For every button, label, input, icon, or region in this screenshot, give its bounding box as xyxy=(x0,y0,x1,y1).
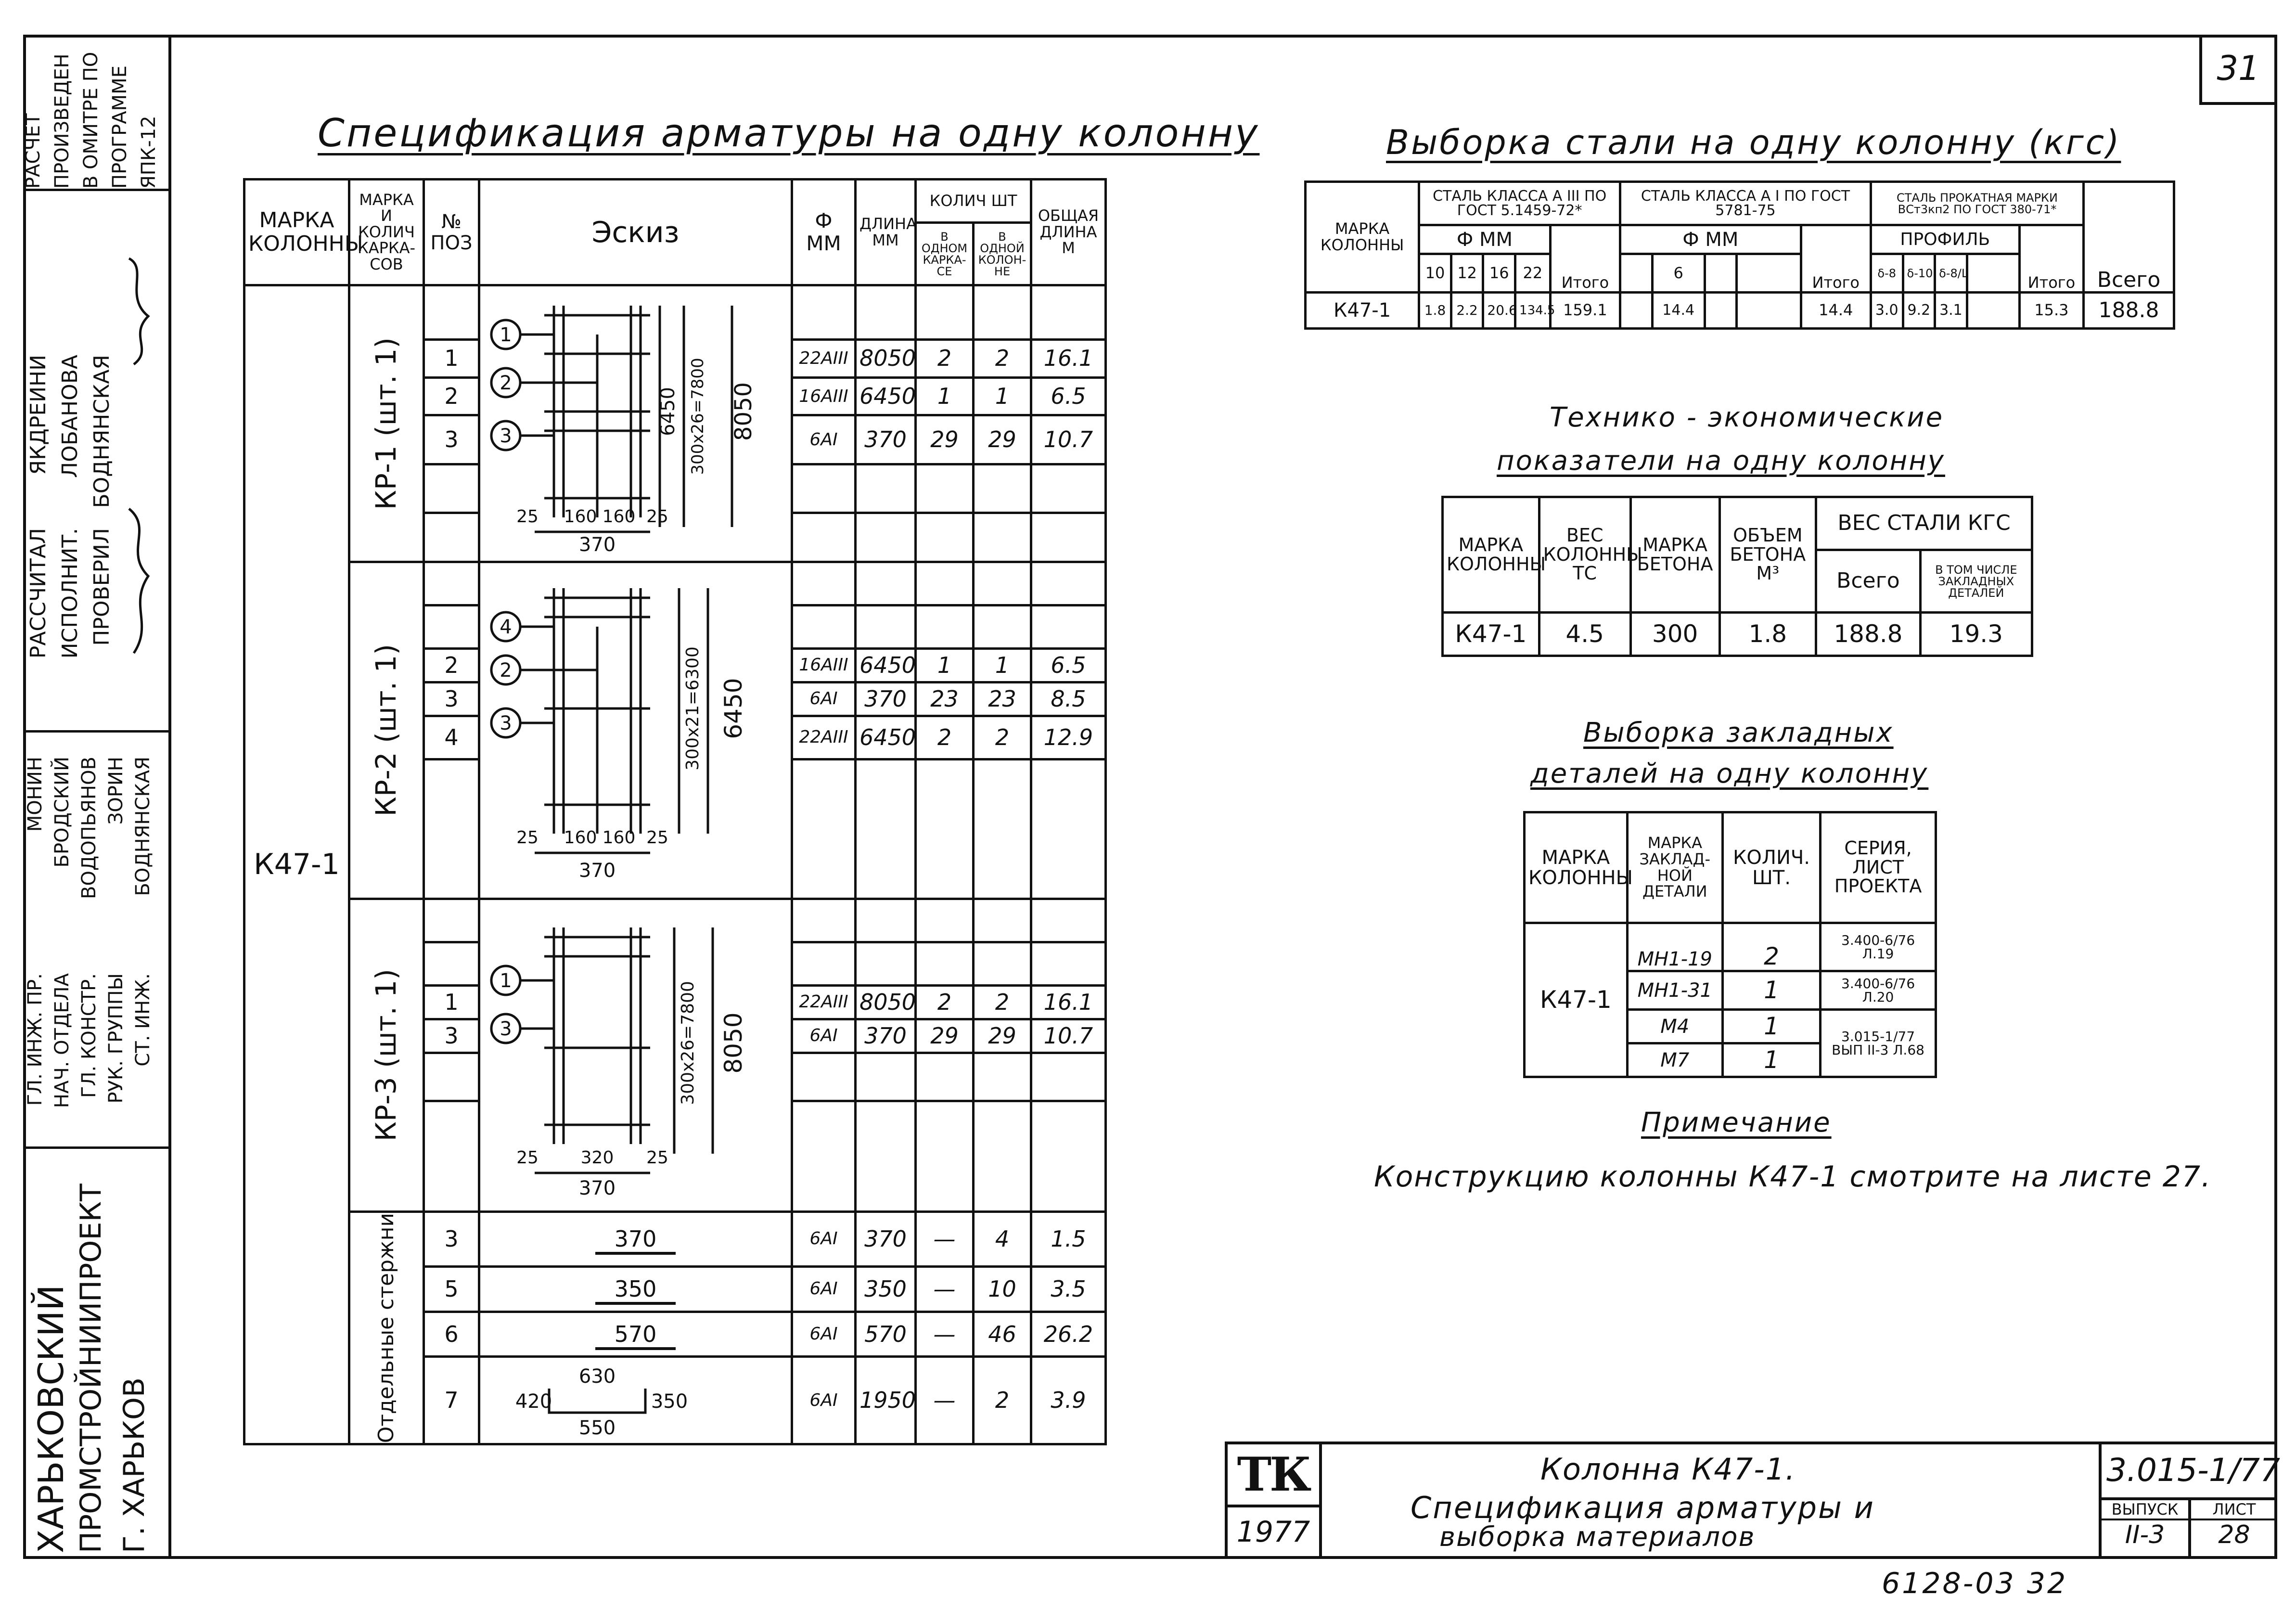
org-line: Г. ХАРЬКОВ xyxy=(117,1377,151,1553)
steel-a1-value xyxy=(1705,293,1737,329)
signature-block-bottom xyxy=(23,733,168,1149)
bent-bar-left: 420 xyxy=(515,1390,552,1413)
dim-b1: 25 xyxy=(516,507,539,527)
steel-diam-a1 xyxy=(1705,254,1737,293)
group-name-cell xyxy=(349,285,424,562)
length-cell: 570 xyxy=(856,1312,916,1357)
pos-cell: 1 xyxy=(424,339,479,377)
diam-cell: 22АIII xyxy=(792,716,856,759)
steel-h-itogo-a3: Итого xyxy=(1550,225,1620,293)
sheet-title-line3: выборка материалов xyxy=(1439,1521,1756,1553)
year: 1977 xyxy=(1236,1515,1310,1549)
bar-sketch-cell xyxy=(479,1266,792,1312)
tech-mark: К47-1 xyxy=(1443,613,1539,656)
calc-note-line: РАСЧЕТ xyxy=(22,113,44,189)
pos-cell: 3 xyxy=(424,1019,479,1053)
qty-col-cell: 46 xyxy=(974,1312,1031,1357)
tech-title-line1: Технико - экономические xyxy=(1550,402,1944,433)
total-cell: 10.7 xyxy=(1031,415,1106,464)
pos-marker-2: 2 xyxy=(499,659,512,682)
qty-frame-cell: 2 xyxy=(916,716,974,759)
steel-a3-value: 134.5 xyxy=(1515,293,1551,329)
group-name-cell xyxy=(349,562,424,899)
header-column-mark: МАРКА КОЛОННЫ xyxy=(244,180,349,285)
frame-sketch-kr2 xyxy=(482,564,790,891)
dim-b1: 25 xyxy=(516,1148,539,1168)
steel-a3-value: 1.8 xyxy=(1419,293,1451,329)
bar-sketch-label: 350 xyxy=(595,1276,676,1305)
page-number: 31 xyxy=(2217,49,2260,88)
dim-b2: 160 xyxy=(564,828,597,848)
steel-prof-col: δ-8/L xyxy=(1935,254,1967,293)
length-cell: 370 xyxy=(856,682,916,716)
tech-table xyxy=(1441,496,2033,657)
total-cell: 12.9 xyxy=(1031,716,1106,759)
qty-col-cell: 29 xyxy=(974,415,1031,464)
steel-h-itogo-a1: Итого xyxy=(1801,225,1871,293)
steel-prof-col: δ-8 xyxy=(1871,254,1903,293)
tech-h-mark: МАРКА КОЛОННЫ xyxy=(1443,497,1539,613)
steel-h-a1: СТАЛЬ КЛАССА А I ПО ГОСТ 5781-75 xyxy=(1620,182,1871,225)
diam-cell: 6АI xyxy=(792,682,856,716)
steel-a1-value xyxy=(1620,293,1653,329)
total-cell: 26.2 xyxy=(1031,1312,1106,1357)
dim-8050: 8050 xyxy=(719,1012,747,1074)
dim-b4: 25 xyxy=(646,507,668,527)
frame-sketch-kr1 xyxy=(482,286,790,556)
issue-cell xyxy=(2102,1500,2191,1559)
series-number: 3.015-1/77 xyxy=(2106,1452,2280,1489)
steel-h-total: Всего xyxy=(2084,182,2174,293)
dim-width: 370 xyxy=(578,1177,616,1200)
signature-scribbles xyxy=(119,239,163,672)
calc-note-line: ПРОГРАММЕ xyxy=(109,65,131,189)
sketch-cell xyxy=(479,562,792,899)
qty-col-cell: 2 xyxy=(974,716,1031,759)
steel-a3-total: 159.1 xyxy=(1550,293,1620,329)
length-cell: 8050 xyxy=(856,985,916,1019)
dim-b2: 160 xyxy=(564,507,597,527)
embedded-table xyxy=(1523,811,1937,1078)
position-label: НАЧ. ОТДЕЛА xyxy=(51,973,73,1108)
dim-b3: 160 xyxy=(602,828,635,848)
column-mark-cell: К47-1 xyxy=(244,285,349,1444)
tech-all: 188.8 xyxy=(1816,613,1920,656)
page-number-box xyxy=(2199,35,2274,105)
group-name: КР-2 (шт. 1) xyxy=(370,644,403,817)
year-box xyxy=(1228,1507,1322,1556)
qty-col-cell: 2 xyxy=(974,1357,1031,1444)
role-name: ЛОБАНОВА xyxy=(58,355,82,478)
note-text: Конструкцию колонны К47-1 смотрите на листе 27. xyxy=(1374,1160,2212,1194)
dim-b3: 160 xyxy=(602,507,635,527)
total-cell: 10.7 xyxy=(1031,1019,1106,1053)
total-cell: 16.1 xyxy=(1031,985,1106,1019)
steel-h-prof: СТАЛЬ ПРОКАТНАЯ МАРКИ ВСт3кп2 ПО ГОСТ 380-71* xyxy=(1871,182,2083,225)
diam-cell: 22АIII xyxy=(792,985,856,1019)
steel-row-mark: К47-1 xyxy=(1306,293,1419,329)
dim-6450: 6450 xyxy=(656,387,679,436)
steel-diam-a1 xyxy=(1737,254,1801,293)
diam-cell: 6АI xyxy=(792,1312,856,1357)
calc-note-line: ПРОИЗВЕДЕН xyxy=(51,53,73,189)
logo-box xyxy=(1228,1444,1322,1507)
dim-b4: 25 xyxy=(646,828,668,848)
issue-label: ВЫПУСК xyxy=(2102,1500,2188,1520)
dim-step: 300х26=7800 xyxy=(678,981,698,1106)
header-qty: КОЛИЧ ШТ xyxy=(916,180,1031,223)
qty-frame-cell: — xyxy=(916,1357,974,1444)
qty-col-cell: 4 xyxy=(974,1211,1031,1266)
calc-note-line: В ОМИТРЕ ПО xyxy=(80,51,102,189)
role-name: БОДНЯНСКАЯ xyxy=(90,355,114,508)
qty-col-cell: 1 xyxy=(974,648,1031,682)
header-pos: № ПОЗ xyxy=(424,180,479,285)
pos-cell: 7 xyxy=(424,1357,479,1444)
steel-diam-a1: 6 xyxy=(1652,254,1705,293)
diam-cell: 6АI xyxy=(792,1211,856,1266)
header-total: ОБЩАЯ ДЛИНА М xyxy=(1031,180,1106,285)
role-name: ЯКДРЕИНИ xyxy=(26,355,51,475)
qty-frame-cell: 29 xyxy=(916,415,974,464)
steel-a3-value: 20.6 xyxy=(1483,293,1515,329)
steel-prof-col: δ-10 xyxy=(1903,254,1935,293)
steel-prof-value xyxy=(1967,293,2019,329)
position-name: МОНИН xyxy=(24,757,46,832)
qty-frame-cell: — xyxy=(916,1211,974,1266)
tech-volume: 1.8 xyxy=(1719,613,1816,656)
header-frame-mark: МАРКА И КОЛИЧ КАРКА-СОВ xyxy=(349,180,424,285)
dim-width: 370 xyxy=(578,860,616,882)
steel-diam-a1 xyxy=(1620,254,1653,293)
steel-prof-value: 3.0 xyxy=(1871,293,1903,329)
title-block xyxy=(1225,1442,2280,1556)
diam-cell: 6АI xyxy=(792,1019,856,1053)
group-name: КР-1 (шт. 1) xyxy=(370,337,403,510)
calc-note-line: ЯПК-12 xyxy=(138,116,160,189)
bent-bar-right: 350 xyxy=(651,1390,688,1413)
tech-h-embed: В ТОМ ЧИСЛЕ ЗАКЛАДНЫХ ДЕТАЛЕЙ xyxy=(1920,550,2032,613)
steel-prof-value: 3.1 xyxy=(1935,293,1967,329)
pos-marker-1: 1 xyxy=(499,324,512,346)
pos-marker-3: 3 xyxy=(499,425,512,447)
embed-qty: 1 xyxy=(1722,971,1820,1010)
position-label: РУК. ГРУППЫ xyxy=(105,973,127,1104)
group-name: КР-3 (шт. 1) xyxy=(370,968,403,1142)
qty-frame-cell: 23 xyxy=(916,682,974,716)
issue-value: II-3 xyxy=(2125,1520,2165,1549)
note-title: Примечание xyxy=(1641,1107,1832,1138)
pos-marker-4: 4 xyxy=(499,616,512,639)
sheet-title-line1: Колонна К47-1. xyxy=(1540,1452,1796,1487)
diam-cell: 16АIII xyxy=(792,648,856,682)
diam-cell: 6АI xyxy=(792,1266,856,1312)
bent-bar-bottom: 550 xyxy=(578,1416,616,1439)
bar-sketch-cell xyxy=(479,1211,792,1266)
pos-cell: 6 xyxy=(424,1312,479,1357)
tech-embed: 19.3 xyxy=(1920,613,2032,656)
embed-qty: 1 xyxy=(1722,1010,1820,1043)
pos-marker-1: 1 xyxy=(499,970,512,992)
qty-frame-cell: — xyxy=(916,1266,974,1312)
embed-series: 3.015-1/77 ВЫП II-3 Л.68 xyxy=(1821,1010,1936,1077)
bent-bar-cell xyxy=(479,1357,792,1444)
total-cell: 3.5 xyxy=(1031,1266,1106,1312)
steel-diam-a3: 12 xyxy=(1451,254,1483,293)
steel-title: Выборка стали на одну колонну (кгс) xyxy=(1386,123,2121,162)
tech-h-volume: ОБЪЕМ БЕТОНА М³ xyxy=(1719,497,1816,613)
header-diam: Ф ММ xyxy=(792,180,856,285)
dim-8050: 8050 xyxy=(730,382,757,441)
dim-b4: 25 xyxy=(646,1148,668,1168)
steel-table xyxy=(1304,180,2175,330)
group-name: Отдельные стержни xyxy=(373,1212,398,1443)
position-name: ВОДОПЬЯНОВ xyxy=(78,757,100,899)
calc-note-box xyxy=(23,35,168,191)
length-cell: 6450 xyxy=(856,377,916,415)
qty-frame-cell: 2 xyxy=(916,985,974,1019)
bar-sketch-label: 370 xyxy=(595,1226,676,1255)
steel-h-mark: МАРКА КОЛОННЫ xyxy=(1306,182,1419,293)
qty-col-cell: 1 xyxy=(974,377,1031,415)
embed-part: М7 xyxy=(1627,1043,1722,1077)
left-strip xyxy=(23,35,168,1553)
pos-marker-3: 3 xyxy=(499,712,512,735)
frame-sketch-kr3 xyxy=(482,903,790,1202)
diam-cell: 16АIII xyxy=(792,377,856,415)
issue-sheet-box xyxy=(2102,1497,2277,1559)
pos-cell: 3 xyxy=(424,415,479,464)
embed-title-line1: Выборка закладных xyxy=(1583,717,1894,748)
dim-step: 300х26=7800 xyxy=(688,358,707,475)
pos-marker-2: 2 xyxy=(499,372,512,394)
embed-col-mark: К47-1 xyxy=(1525,923,1628,1077)
dim-width: 370 xyxy=(578,534,616,556)
steel-diam-a3: 22 xyxy=(1515,254,1551,293)
stamp-number: 6128-03 32 xyxy=(1882,1567,2068,1600)
embed-title-line2: деталей на одну колонну xyxy=(1530,758,1929,789)
qty-col-cell: 29 xyxy=(974,1019,1031,1053)
bent-bar-top: 630 xyxy=(578,1365,616,1388)
embed-h-part: МАРКА ЗАКЛАД-НОЙ ДЕТАЛИ xyxy=(1627,812,1722,923)
steel-h-itogo-prof: Итого xyxy=(2019,225,2083,293)
qty-frame-cell: — xyxy=(916,1312,974,1357)
embed-part: М4 xyxy=(1627,1010,1722,1043)
pos-marker-3: 3 xyxy=(499,1018,512,1041)
embed-part: МН1-31 xyxy=(1627,971,1722,1010)
length-cell: 6450 xyxy=(856,648,916,682)
dim-b2: 320 xyxy=(580,1148,614,1168)
steel-row-total: 188.8 xyxy=(2084,293,2174,329)
total-cell: 6.5 xyxy=(1031,377,1106,415)
length-cell: 370 xyxy=(856,1019,916,1053)
embed-h-qty: КОЛИЧ. ШТ. xyxy=(1722,812,1820,923)
header-qty-frame: В ОДНОМ КАРКА-СЕ xyxy=(916,223,974,285)
qty-col-cell: 23 xyxy=(974,682,1031,716)
steel-h-profile: ПРОФИЛЬ xyxy=(1871,225,2019,254)
embed-part: МН1-19 xyxy=(1627,923,1722,971)
dim-b1: 25 xyxy=(516,828,539,848)
embed-qty: 2 xyxy=(1722,923,1820,971)
dim-step: 300х21=6300 xyxy=(682,646,703,771)
role-label: ПРОВЕРИЛ xyxy=(90,528,114,646)
total-cell: 16.1 xyxy=(1031,339,1106,377)
tech-h-all: Всего xyxy=(1816,550,1920,613)
qty-col-cell: 10 xyxy=(974,1266,1031,1312)
position-name: БОДНЯНСКАЯ xyxy=(132,757,154,896)
steel-diam-a3: 10 xyxy=(1419,254,1451,293)
series-box xyxy=(2099,1444,2280,1556)
left-strip-divider xyxy=(168,35,171,1556)
spec-title: Спецификация арматуры на одну колонну xyxy=(318,111,1260,155)
embed-qty: 1 xyxy=(1722,1043,1820,1077)
embed-series: 3.400-6/76 Л.20 xyxy=(1821,971,1936,1010)
sketch-cell xyxy=(479,285,792,562)
sheet-label: ЛИСТ xyxy=(2191,1500,2277,1520)
org-line: ХАРЬКОВСКИЙ xyxy=(31,1285,71,1553)
bar-sketch-label: 570 xyxy=(595,1321,676,1350)
pos-cell: 3 xyxy=(424,1211,479,1266)
total-cell: 6.5 xyxy=(1031,648,1106,682)
diam-cell: 6АI xyxy=(792,1357,856,1444)
group-name-cell xyxy=(349,899,424,1211)
qty-frame-cell: 2 xyxy=(916,339,974,377)
steel-a3-value: 2.2 xyxy=(1451,293,1483,329)
steel-prof-total: 15.3 xyxy=(2019,293,2083,329)
position-label: ГЛ. КОНСТР. xyxy=(78,973,100,1098)
diam-cell: 22АIII xyxy=(792,339,856,377)
tech-title-line2: показатели на одну колонну xyxy=(1497,445,1945,476)
pos-cell: 2 xyxy=(424,377,479,415)
steel-prof-value: 9.2 xyxy=(1903,293,1935,329)
length-cell: 370 xyxy=(856,415,916,464)
diam-cell: 6АI xyxy=(792,415,856,464)
tech-concrete: 300 xyxy=(1630,613,1719,656)
qty-col-cell: 2 xyxy=(974,985,1031,1019)
bar-sketch-cell xyxy=(479,1312,792,1357)
tech-h-steel: ВЕС СТАЛИ КГС xyxy=(1816,497,2032,550)
total-cell: 3.9 xyxy=(1031,1357,1106,1444)
pos-cell: 3 xyxy=(424,682,479,716)
qty-frame-cell: 1 xyxy=(916,648,974,682)
total-cell: 1.5 xyxy=(1031,1211,1106,1266)
length-cell: 6450 xyxy=(856,716,916,759)
org-line: ПРОМСТРОЙНИИПРОЕКТ xyxy=(74,1184,108,1553)
sketch-cell xyxy=(479,899,792,1211)
steel-prof-col xyxy=(1967,254,2019,293)
steel-h-fmm-a1: Ф ММ xyxy=(1620,225,1801,254)
total-cell: 8.5 xyxy=(1031,682,1106,716)
sheet-cell xyxy=(2191,1500,2277,1559)
length-cell: 1950 xyxy=(856,1357,916,1444)
pos-cell: 5 xyxy=(424,1266,479,1312)
qty-col-cell: 2 xyxy=(974,339,1031,377)
header-qty-col: В ОДНОЙ КОЛОН-НЕ xyxy=(974,223,1031,285)
header-length: ДЛИНА ММ xyxy=(856,180,916,285)
steel-diam-a3: 16 xyxy=(1483,254,1515,293)
steel-a1-value: 14.4 xyxy=(1652,293,1705,329)
tech-weight: 4.5 xyxy=(1539,613,1630,656)
role-label: РАССЧИТАЛ xyxy=(26,528,51,659)
position-name: БРОДСКИЙ xyxy=(51,757,73,868)
signature-block-top xyxy=(23,191,168,733)
steel-h-fmm-a3: Ф ММ xyxy=(1419,225,1551,254)
steel-a1-value xyxy=(1737,293,1801,329)
header-sketch: Эскиз xyxy=(479,180,792,285)
pos-cell: 2 xyxy=(424,648,479,682)
sheet-title-line2: Спецификация арматуры и xyxy=(1411,1490,1875,1525)
qty-frame-cell: 1 xyxy=(916,377,974,415)
steel-h-a3: СТАЛЬ КЛАССА А III ПО ГОСТ 5.1459-72* xyxy=(1419,182,1620,225)
bent-bar-sketch xyxy=(491,1360,780,1437)
embed-h-series: СЕРИЯ, ЛИСТ ПРОЕКТА xyxy=(1821,812,1936,923)
dim-6450: 6450 xyxy=(719,678,747,739)
length-cell: 370 xyxy=(856,1211,916,1266)
tech-h-concrete: МАРКА БЕТОНА xyxy=(1630,497,1719,613)
role-label: ИСПОЛНИТ. xyxy=(58,528,82,659)
tk-logo: ТК xyxy=(1237,1447,1310,1502)
embed-h-mark: МАРКА КОЛОННЫ xyxy=(1525,812,1628,923)
spec-table xyxy=(243,178,1107,1445)
embed-series: 3.400-6/76 Л.19 xyxy=(1821,923,1936,971)
steel-a1-total: 14.4 xyxy=(1801,293,1871,329)
position-label: ГЛ. ИНЖ. ПР. xyxy=(24,973,46,1106)
pos-cell: 1 xyxy=(424,985,479,1019)
position-name: ЗОРИН xyxy=(105,757,127,825)
length-cell: 350 xyxy=(856,1266,916,1312)
position-label: СТ. ИНЖ. xyxy=(132,973,154,1067)
length-cell: 8050 xyxy=(856,339,916,377)
pos-cell: 4 xyxy=(424,716,479,759)
tech-h-weight: ВЕС КОЛОННЫ ТС xyxy=(1539,497,1630,613)
qty-frame-cell: 29 xyxy=(916,1019,974,1053)
sheet-value: 28 xyxy=(2218,1520,2250,1549)
organization-block xyxy=(23,1149,168,1553)
group-name-cell xyxy=(349,1211,424,1444)
